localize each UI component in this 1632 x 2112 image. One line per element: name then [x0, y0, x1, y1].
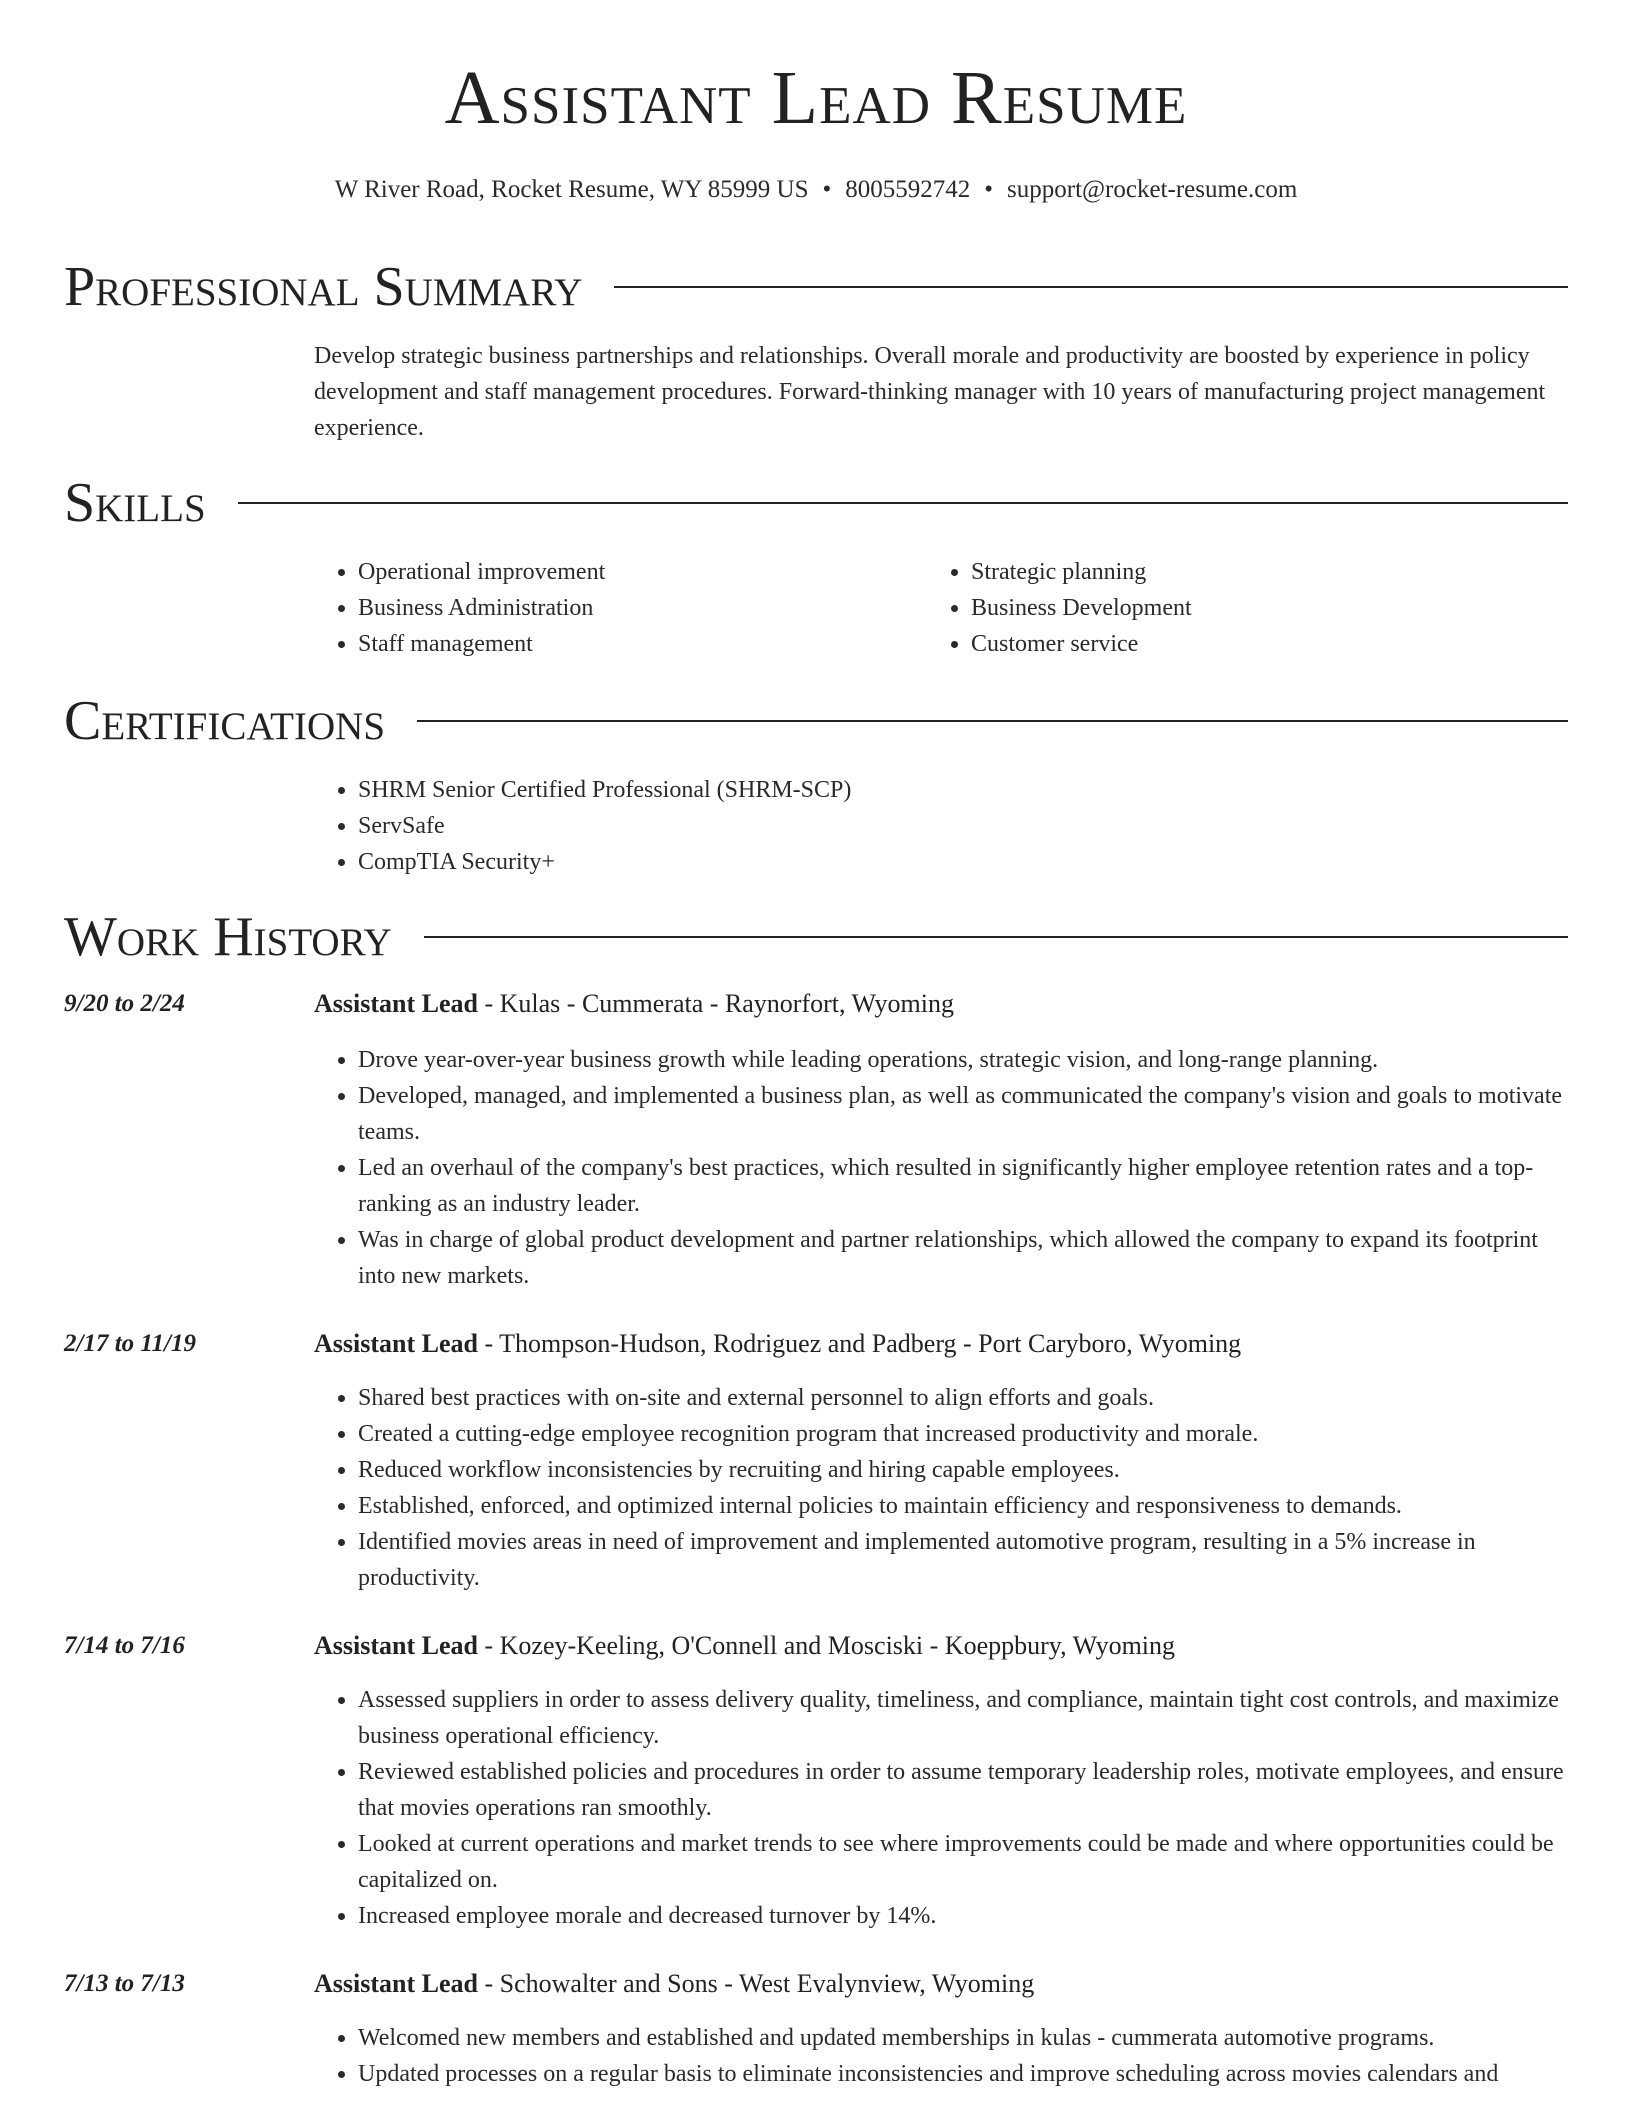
section-skills-header [64, 470, 1568, 536]
section-certifications-header [64, 688, 1568, 754]
job-bullets [314, 2020, 1564, 2092]
job-bullets [314, 1682, 1564, 1934]
job-bullet: • Reviewed established policies and procedures in order to assume temporary leadership roles, motivate employees, and ensure that movies operations ran smoothly. [358, 1754, 1564, 1826]
job-details: - Kozey-Keeling, O'Connell and Mosciski - Koeppbury, Wyoming [477, 1631, 1176, 1660]
contact-separator: • [984, 176, 994, 203]
skills-column-left [314, 554, 605, 662]
contact-address: W River Road, Rocket Resume, WY 85999 US [334, 176, 809, 203]
job-bullet: • Led an overhaul of the company's best practices, which resulted in significantly higher employee retention rates and a top-ranking as an industry leader. [358, 1150, 1564, 1222]
job-bullet: • Established, enforced, and optimized internal policies to maintain efficiency and responsiveness to demands. [358, 1488, 1564, 1524]
job-bullets [314, 1380, 1564, 1596]
skill-item: • Staff management [358, 626, 605, 662]
skill-item: • Business Development [971, 590, 1192, 626]
job-bullet: • Updated processes on a regular basis to eliminate inconsistencies and improve scheduling across movies calendars and [358, 2056, 1564, 2092]
section-heading: Professional Summary [64, 256, 583, 318]
job-title [314, 1329, 1241, 1359]
job-bullet: • Assessed suppliers in order to assess delivery quality, timeliness, and compliance, maintain tight cost controls, and maximize business operational efficiency. [358, 1682, 1564, 1754]
job-bullet: • Was in charge of global product development and partner relationships, which allowed the company to expand its footprint into new markets. [358, 1222, 1564, 1294]
contact-separator: • [822, 176, 832, 203]
section-rule [614, 286, 1568, 288]
job-bullet: • Shared best practices with on-site and external personnel to align efforts and goals. [358, 1380, 1564, 1416]
job-details: - Kulas - Cummerata - Raynorfort, Wyoming [477, 989, 954, 1018]
job-role: Assistant Lead [314, 1329, 478, 1358]
job-dates: 9/20 to 2/24 [64, 990, 185, 1017]
job-bullet: • Identified movies areas in need of improvement and implemented automotive program, resulting in a 5% increase in productivity. [358, 1524, 1564, 1596]
certification-item: • CompTIA Security+ [358, 844, 851, 880]
job-bullet: • Drove year-over-year business growth while leading operations, strategic vision, and long-range planning. [358, 1042, 1564, 1078]
section-work-history-header [64, 904, 1568, 970]
job-bullet: • Looked at current operations and market trends to see where improvements could be made and where opportunities could be capitalized on. [358, 1826, 1564, 1898]
section-summary-header [64, 254, 1568, 320]
certification-item: • SHRM Senior Certified Professional (SHRM-SCP) [358, 772, 851, 808]
contact-email: support@rocket-resume.com [1007, 176, 1298, 203]
job-bullet: • Increased employee morale and decreased turnover by 14%. [358, 1898, 1564, 1934]
job-bullet: • Welcomed new members and established and updated memberships in kulas - cummerata automotive programs. [358, 2020, 1564, 2056]
section-rule [238, 502, 1568, 504]
contact-line [0, 176, 1632, 204]
job-role: Assistant Lead [314, 1631, 478, 1660]
section-rule [417, 720, 1568, 722]
job-bullet: • Reduced workflow inconsistencies by recruiting and hiring capable employees. [358, 1452, 1564, 1488]
resume-title: Assistant Lead Resume [444, 56, 1188, 140]
certifications-list [314, 772, 851, 880]
skill-item: • Strategic planning [971, 554, 1192, 590]
section-heading: Work History [64, 906, 392, 968]
skill-item: • Business Administration [358, 590, 605, 626]
summary-text: Develop strategic business partnerships and relationships. Overall morale and productivity are boosted by experience in policy development and staff management procedures. Forward-thinking manager with 10 years of manufacturing project management experience. [314, 343, 1546, 441]
job-bullet: • Created a cutting-edge employee recognition program that increased productivity and morale. [358, 1416, 1564, 1452]
job-dates: 7/14 to 7/16 [64, 1632, 185, 1659]
skill-item: • Operational improvement [358, 554, 605, 590]
job-details: - Schowalter and Sons - West Evalynview, Wyoming [477, 1969, 1035, 1998]
skill-item: • Customer service [971, 626, 1192, 662]
section-rule [424, 936, 1568, 938]
certification-item: • ServSafe [358, 808, 851, 844]
job-dates: 2/17 to 11/19 [64, 1330, 196, 1357]
job-role: Assistant Lead [314, 1969, 478, 1998]
section-heading: Skills [64, 472, 206, 534]
job-dates: 7/13 to 7/13 [64, 1970, 185, 1997]
contact-phone: 8005592742 [845, 176, 971, 203]
job-title [314, 989, 954, 1019]
job-title [314, 1969, 1034, 1999]
job-bullet: • Developed, managed, and implemented a business plan, as well as communicated the company's vision and goals to motivate teams. [358, 1078, 1564, 1150]
skills-column-right [927, 554, 1192, 662]
section-heading: Certifications [64, 690, 386, 752]
job-bullets [314, 1042, 1564, 1294]
job-title [314, 1631, 1175, 1661]
job-details: - Thompson-Hudson, Rodriguez and Padberg - Port Caryboro, Wyoming [477, 1329, 1242, 1358]
job-role: Assistant Lead [314, 989, 478, 1018]
